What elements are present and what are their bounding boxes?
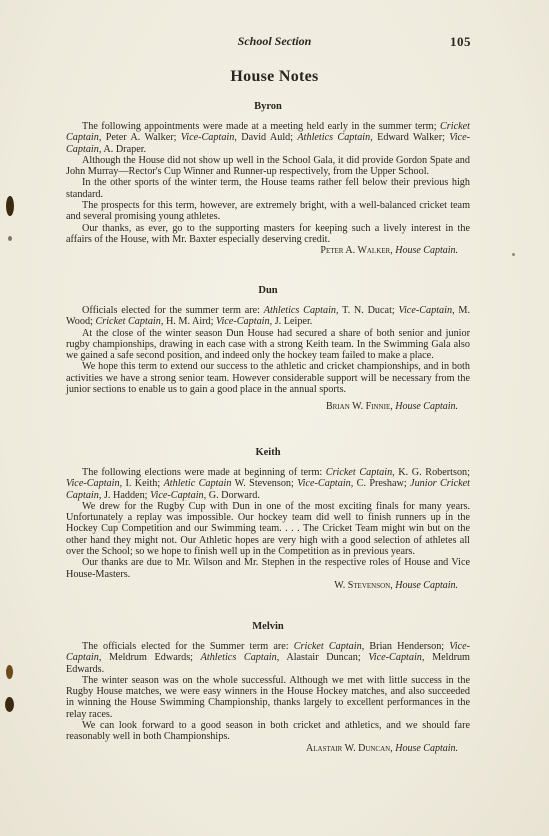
paragraph: The winter season was on the whole successful. Although we met with little success in the Rugby House matches, we were easy winners in the House Hockey matches, and also succeeded in winning the House Swimming Championship, thanks largely to excellent performances in the relay races.: [66, 674, 470, 720]
paragraph: Our thanks, as ever, go to the supporting masters for keeping such a lively interest in the affairs of the House, with Mr. Baxter especially deserving credit.: [66, 222, 470, 245]
binding-mark: [6, 665, 13, 679]
section-dun: [66, 285, 470, 413]
paragraph: At the close of the winter season Dun House had secured a share of both senior and junior rugby championships, drawing in each case with a strong Keith team. In the Swimming Gala also we gained a safe second position, and indeed only the hockey team failed to make a place.: [66, 327, 470, 362]
page-title: House Notes: [230, 68, 319, 85]
margin-speck: [512, 253, 515, 256]
signature-line: Alastair W. Duncan, House Captain.: [306, 742, 458, 754]
signature-line: Brian W. Finnie, House Captain.: [325, 401, 458, 413]
paragraph: We drew for the Rugby Cup with Dun in one of the most exciting finals for many years. Unfortunately a replay was impossible. Our hockey team did well to finish runners up in the Hockey Cup Competition and our Swimming team. . . . The Cricket Team might win but on the other hand they might not. Our Athletic hopes are very high with a good selection of athletes all over the School; so we hope to finish well up in the Competition as in previous years.: [66, 500, 470, 558]
paragraph: Officials elected for the summer term are: Athletics Captain, T. N. Ducat; Vice-Captain, M. Wood; Cricket Captain, H. M. Aird; Vice-Captain, J. Leiper.: [66, 305, 470, 328]
binding-mark: [6, 196, 14, 216]
running-head: [0, 34, 549, 50]
page-number: 105: [450, 34, 471, 49]
paragraph: Our thanks are due to Mr. Wilson and Mr. Stephen in the respective roles of House and Vice House-Masters.: [66, 557, 470, 580]
paragraph: The officials elected for the Summer term are: Cricket Captain, Brian Henderson; Vice-Captain, Meldrum Edwards; Athletics Captain, Alastair Duncan; Vice-Captain, Meldrum Edwards.: [66, 641, 470, 675]
paragraph: We hope this term to extend our success to the athletic and cricket championships, and in both activities we have a strong senior team. However considerable support will be necessary from the junior sections to enable us to gain a good place in the annual sports.: [66, 361, 470, 396]
section-heading-byron: Byron: [254, 101, 282, 112]
signature-line: Peter A. Walker, House Captain.: [320, 245, 458, 257]
section-byron: [66, 101, 470, 257]
section-heading-melvin: Melvin: [252, 621, 284, 632]
paragraph: We can look forward to a good season in both cricket and athletics, and we should fare reasonably well in both Championships.: [66, 720, 470, 743]
section-keith: [66, 447, 470, 591]
binding-mark: [5, 697, 14, 712]
paragraph: Although the House did not show up well in the School Gala, it did provide Gordon Spate and John Murray—Rector's Cup Winner and Runner-up respectively, from the Upper School.: [66, 154, 470, 178]
running-head-section: School Section: [237, 34, 312, 48]
section-melvin: [66, 621, 470, 754]
section-heading-keith: Keith: [255, 447, 281, 458]
paragraph: The prospects for this term, however, are extremely bright, with a well-balanced cricket team and several promising young athletes.: [66, 200, 470, 223]
section-heading-dun: Dun: [258, 285, 278, 296]
paragraph: In the other sports of the winter term, the House teams rather fell below their previous high standard.: [66, 177, 470, 200]
paragraph: The following elections were made at beginning of term: Cricket Captain, K. G. Robertson; Vice-Captain, I. Keith; Athletic Captain W. Stevenson; Vice-Captain, C. Preshaw; Junior Cricket Captain, J. Hadden; Vice-Captain, G. Dorward.: [66, 467, 470, 501]
binding-mark: [8, 236, 12, 241]
paragraph: The following appointments were made at a meeting held early in the summer term; Cricket Captain, Peter A. Walker; Vice-Captain, David Auld; Athletics Captain, Edward Walker; Vice-Captain, A. Draper.: [66, 121, 470, 155]
signature-line: W. Stevenson, House Captain.: [334, 579, 458, 591]
